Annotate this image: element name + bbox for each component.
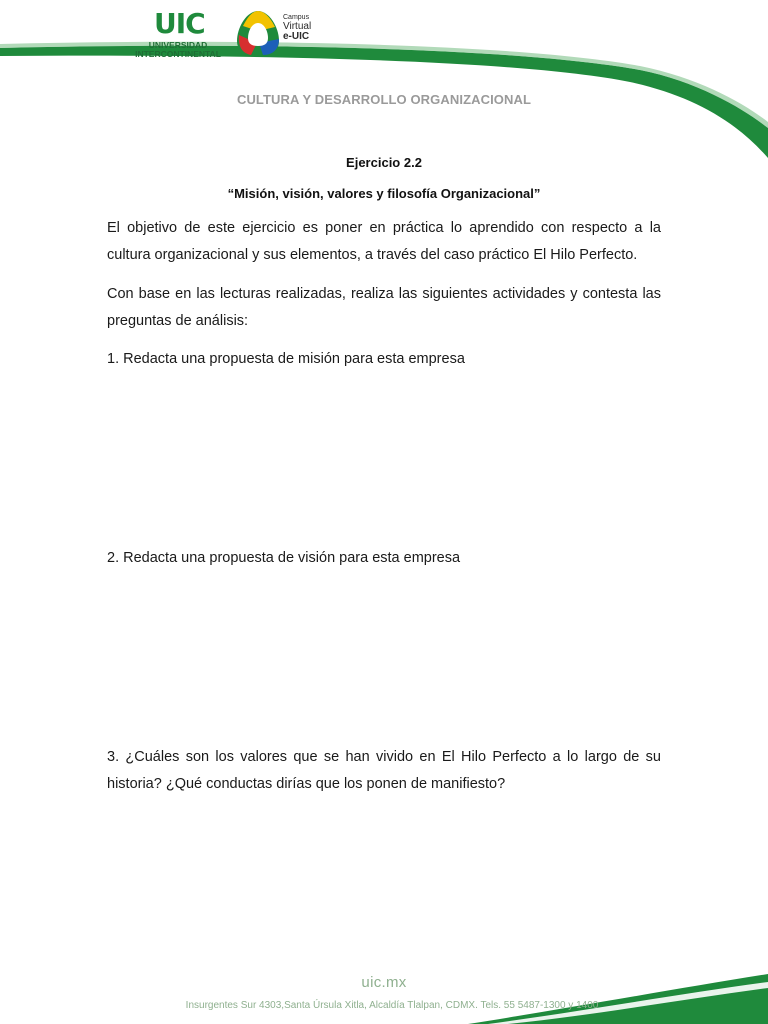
uic-logo: [128, 8, 228, 60]
uic-logo-mark: UIC: [154, 7, 205, 40]
campus-logo-text: [283, 14, 311, 42]
campus-logo-line1: Campus: [283, 14, 310, 21]
campus-virtual-logo: [235, 8, 325, 60]
uic-logo-line2: INTERCONTINENTAL: [135, 49, 221, 59]
course-title: CULTURA Y DESARROLLO ORGANIZACIONAL: [236, 92, 532, 107]
footer-url: uic.mx: [361, 974, 407, 991]
intro-paragraph: El objetivo de este ejercicio es poner en práctica lo aprendido con respecto a la cultura organizacional y sus elementos, a través del caso práctico El Hilo Perfecto.: [107, 220, 661, 263]
question-2: 2. Redacta una propuesta de visión para esta empresa: [107, 550, 461, 566]
footer-swoosh-decoration: [468, 962, 768, 1024]
question-3: 3. ¿Cuáles son los valores que se han vivido en El Hilo Perfecto a lo largo de su historia? ¿Qué conductas dirías que los ponen de manifiesto?: [107, 749, 661, 792]
uic-logo-line1: UNIVERSIDAD: [148, 40, 208, 50]
instructions-paragraph: Con base en las lecturas realizadas, realiza las siguientes actividades y contesta las preguntas de análisis:: [107, 286, 661, 329]
exercise-title: Ejercicio 2.2: [346, 155, 422, 170]
header-swoosh-decoration: [0, 0, 768, 160]
exercise-subtitle: “Misión, visión, valores y filosofía Organizacional”: [227, 186, 541, 201]
footer-address: Insurgentes Sur 4303,Santa Úrsula Xitla, Alcaldía Tlalpan, CDMX. Tels. 55 5487-1300 y 1400: [185, 1000, 599, 1011]
question-1: 1. Redacta una propuesta de misión para esta empresa: [107, 351, 465, 367]
campus-logo-line3: e-UIC: [283, 31, 310, 42]
campus-emblem-icon: [235, 9, 281, 57]
campus-logo-line2: Virtual: [283, 21, 312, 32]
